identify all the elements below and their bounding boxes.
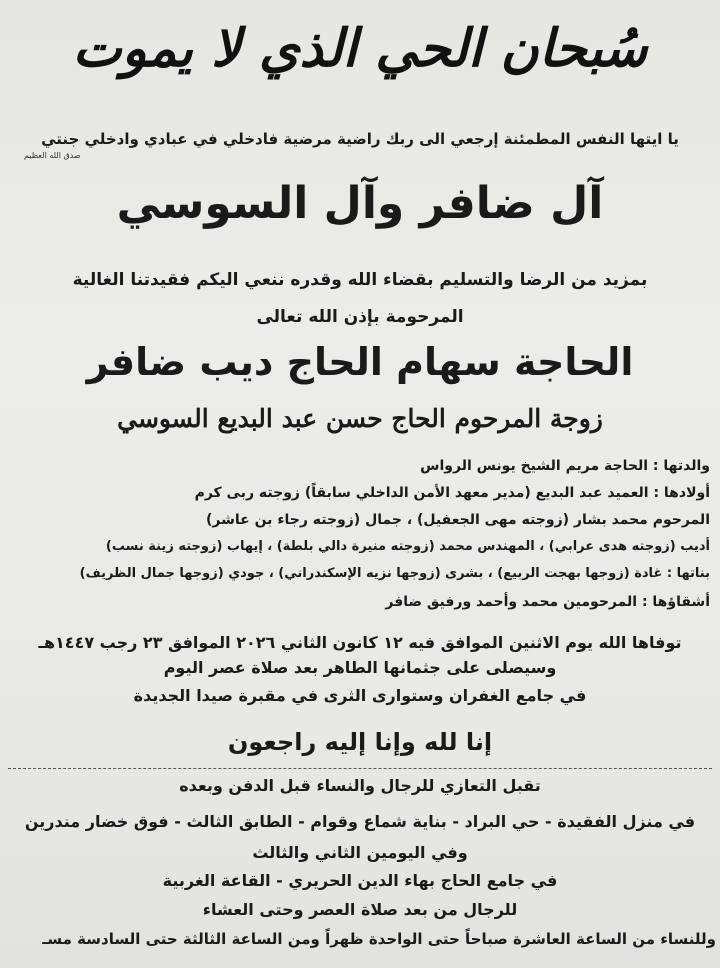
- family-text: العميد عبد البديع (مدير معهد الأمن الداخلي سابقاً) زوجته ربى كرم: [194, 485, 649, 501]
- condolence-line-2: في منزل الفقيدة - حي البراد - بناية شماع وقوام - الطابق الثالث - فوق خضار مندرين: [24, 812, 696, 831]
- family-label: أشقاؤها :: [641, 594, 710, 610]
- condolence-line-4: في جامع الحاج بهاء الدين الحريري - القاعة الغربية: [162, 871, 558, 890]
- family-line-daughters: [80, 566, 710, 581]
- husband-line: زوجة المرحوم الحاج حسن عبد البديع السوسي: [117, 404, 603, 433]
- family-text: أديب (زوجته هدى عرابي) ، المهندس محمد (زوجته منيرة دالي بلطة) ، إيهاب (زوجته زينة نسب): [105, 539, 710, 554]
- family-line-sons-3: [106, 539, 710, 554]
- condolence-line-3: وفي اليومين الثاني والثالث: [252, 843, 468, 862]
- family-text: غادة (زوجها بهجت الربيع) ، بشرى (زوجها نزيه الإسكندراني) ، جودي (زوجها جمال الظريف): [79, 566, 663, 581]
- family-line-siblings: [385, 594, 710, 610]
- condolence-line-1: تقبل التعازي للرجال والنساء قبل الدفن وبعده: [179, 776, 541, 795]
- intro-line-2: المرحومة بإذن الله تعالى: [256, 307, 464, 327]
- family-text: المرحوم محمد بشار (زوجته مهى الجعفيل) ، جمال (زوجته رجاء بن عاشر): [206, 512, 710, 528]
- prayer-line: وسيصلى على جثمانها الطاهر بعد صلاة عصر اليوم: [163, 658, 557, 677]
- closing-verse: إنا لله وإنا إليه راجعون: [227, 728, 493, 756]
- condolence-line-5: للرجال من بعد صلاة العصر وحتى العشاء: [202, 900, 518, 919]
- quran-verse: يا ايتها النفس المطمئنة إرجعي الى ربك راضية مرضية فادخلي في عبادي وادخلي جنتي: [41, 130, 679, 148]
- condolence-line-6: وللنساء من الساعة العاشرة صباحاً حتى الواحدة ظهراً ومن الساعة الثالثة حتى السادسة مسـ: [42, 930, 716, 948]
- section-divider: [8, 768, 712, 769]
- deceased-name: الحاجة سهام الحاج ديب ضافر: [86, 340, 634, 384]
- death-date-line: توفاها الله يوم الاثنين الموافق فيه ١٢ كانون الثاني ٢٠٢٦ الموافق ٢٣ رجب ١٤٤٧هـ: [38, 633, 682, 652]
- family-text: المرحومين محمد وأحمد ورفيق ضافر: [385, 594, 638, 610]
- family-text: الحاجة مريم الشيخ يونس الرواس: [420, 458, 649, 474]
- calligraphy-heading: سُبحان الحي الذي لا يموت: [72, 18, 648, 79]
- family-line-mother: [420, 458, 710, 474]
- verse-attribution: صدق الله العظيم: [24, 151, 81, 160]
- family-line-sons-2: [206, 512, 710, 528]
- family-names-title: آل ضافر وآل السوسي: [116, 178, 604, 229]
- family-label: بناتها :: [666, 566, 710, 581]
- burial-line: في جامع الغفران وستوارى الثرى في مقبرة صيدا الجديدة: [133, 686, 587, 705]
- intro-line-1: بمزيد من الرضا والتسليم بقضاء الله وقدره ننعي اليكم فقيدتنا الغالية: [72, 270, 648, 290]
- family-line-sons: [195, 485, 710, 501]
- family-label: أولادها :: [653, 485, 710, 501]
- family-label: والدتها :: [652, 458, 710, 474]
